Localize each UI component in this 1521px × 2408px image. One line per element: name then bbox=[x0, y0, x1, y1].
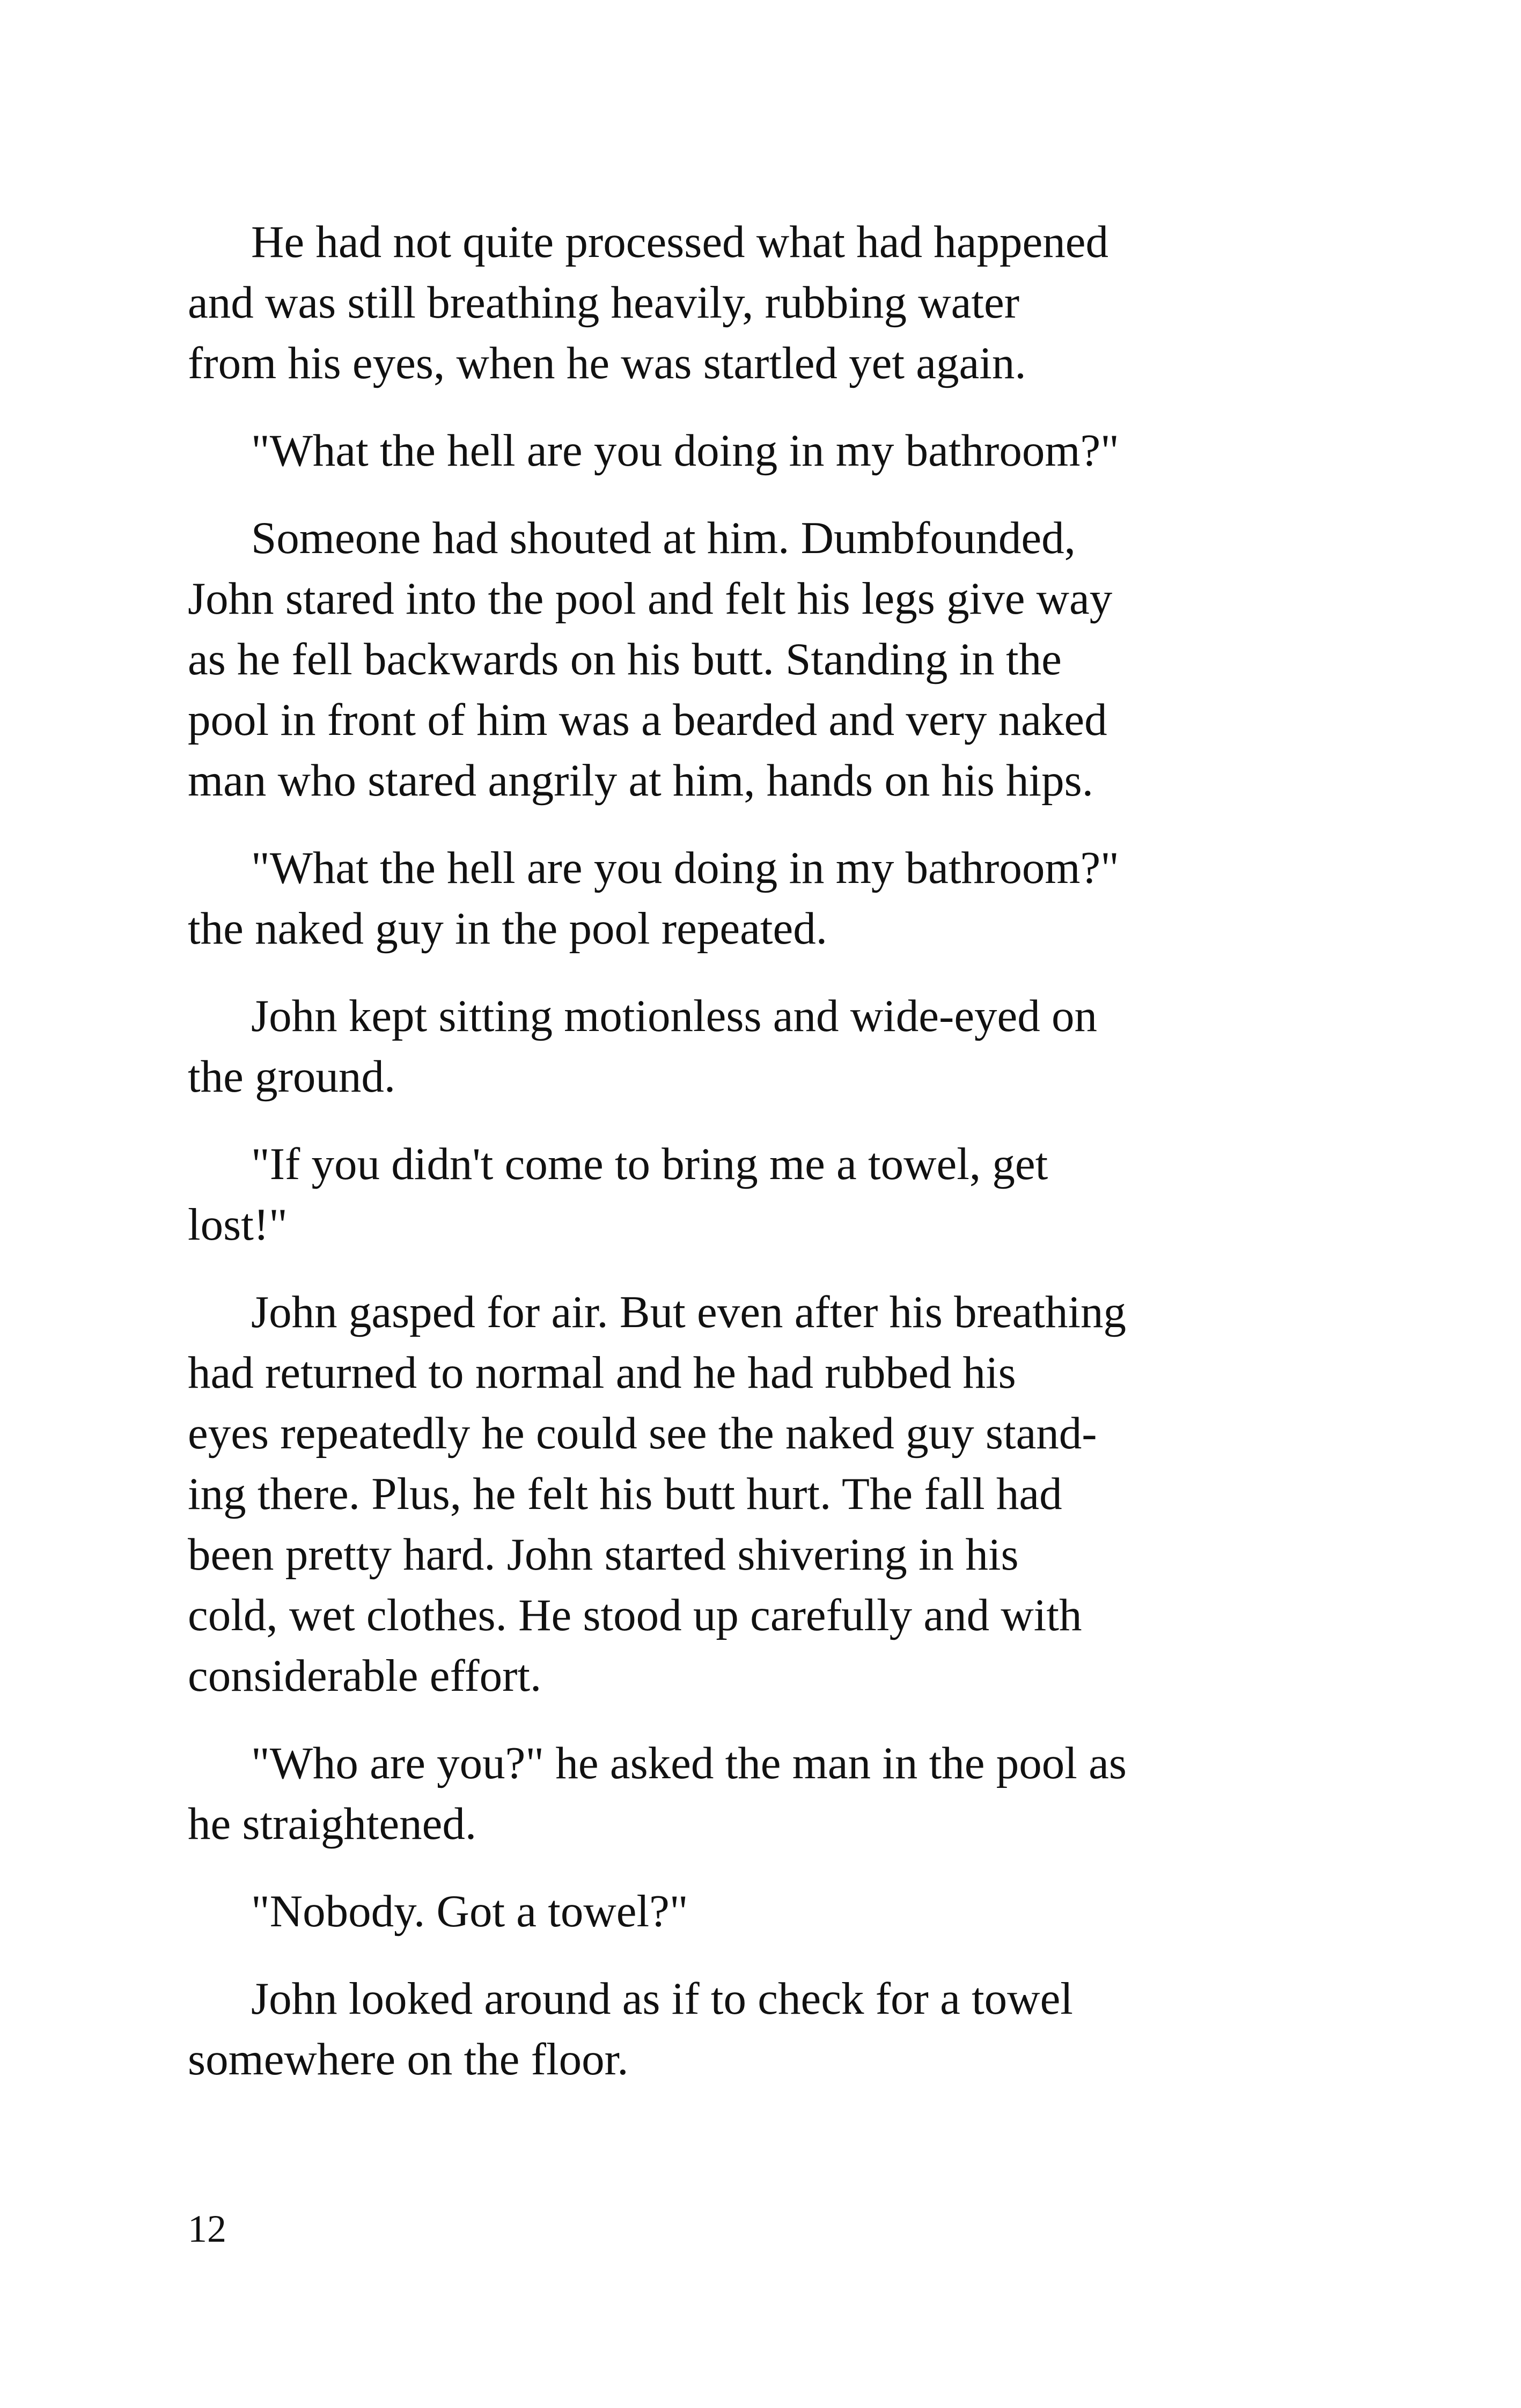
paragraph bbox=[188, 1282, 1331, 1706]
text-line: Someone had shouted at him. Dumbfounded, bbox=[251, 513, 1076, 563]
text-line: John kept sitting motionless and wide-eyed on bbox=[251, 991, 1098, 1041]
paragraph bbox=[188, 508, 1331, 811]
text-line: considerable effort. bbox=[188, 1651, 542, 1701]
text-line: eyes repeatedly he could see the naked guy stand- bbox=[188, 1408, 1097, 1459]
text-line: "Who are you?" he asked the man in the pool as bbox=[251, 1738, 1127, 1788]
text-line: "Nobody. Got a towel?" bbox=[251, 1886, 688, 1936]
paragraph bbox=[188, 986, 1331, 1107]
text-line: John looked around as if to check for a towel bbox=[251, 1973, 1073, 2024]
paragraph bbox=[188, 212, 1331, 394]
text-line: "What the hell are you doing in my bathroom?" bbox=[251, 425, 1119, 476]
text-line: as he fell backwards on his butt. Standing in the bbox=[188, 634, 1062, 684]
text-line: He had not quite processed what had happened bbox=[251, 217, 1108, 267]
text-line: the ground. bbox=[188, 1051, 396, 1102]
text-line: man who stared angrily at him, hands on his hips. bbox=[188, 755, 1093, 806]
paragraph bbox=[188, 838, 1331, 959]
page-number: 12 bbox=[188, 2207, 226, 2250]
text-line: "What the hell are you doing in my bathroom?" bbox=[251, 843, 1119, 893]
text-line: somewhere on the floor. bbox=[188, 2034, 629, 2085]
text-line: been pretty hard. John started shivering in his bbox=[188, 1529, 1019, 1580]
text-line: cold, wet clothes. He stood up carefully and with bbox=[188, 1590, 1082, 1640]
paragraph bbox=[188, 1881, 1331, 1942]
text-line: the naked guy in the pool repeated. bbox=[188, 903, 827, 954]
text-line: had returned to normal and he had rubbed his bbox=[188, 1347, 1016, 1398]
paragraph bbox=[188, 421, 1331, 481]
paragraph bbox=[188, 1733, 1331, 1854]
text-line: John stared into the pool and felt his legs give way bbox=[188, 573, 1113, 624]
body-text bbox=[188, 212, 1331, 2117]
text-line: from his eyes, when he was startled yet again. bbox=[188, 338, 1026, 388]
text-line: "If you didn't come to bring me a towel, get bbox=[251, 1139, 1048, 1189]
paragraph bbox=[188, 1134, 1331, 1255]
text-line: ing there. Plus, he felt his butt hurt. The fall had bbox=[188, 1469, 1062, 1519]
text-line: and was still breathing heavily, rubbing water bbox=[188, 277, 1020, 328]
text-line: lost!" bbox=[188, 1199, 288, 1250]
text-line: John gasped for air. But even after his breathing bbox=[251, 1287, 1127, 1337]
paragraph bbox=[188, 1969, 1331, 2090]
text-line: he straightened. bbox=[188, 1799, 477, 1849]
text-line: pool in front of him was a bearded and very naked bbox=[188, 695, 1107, 745]
